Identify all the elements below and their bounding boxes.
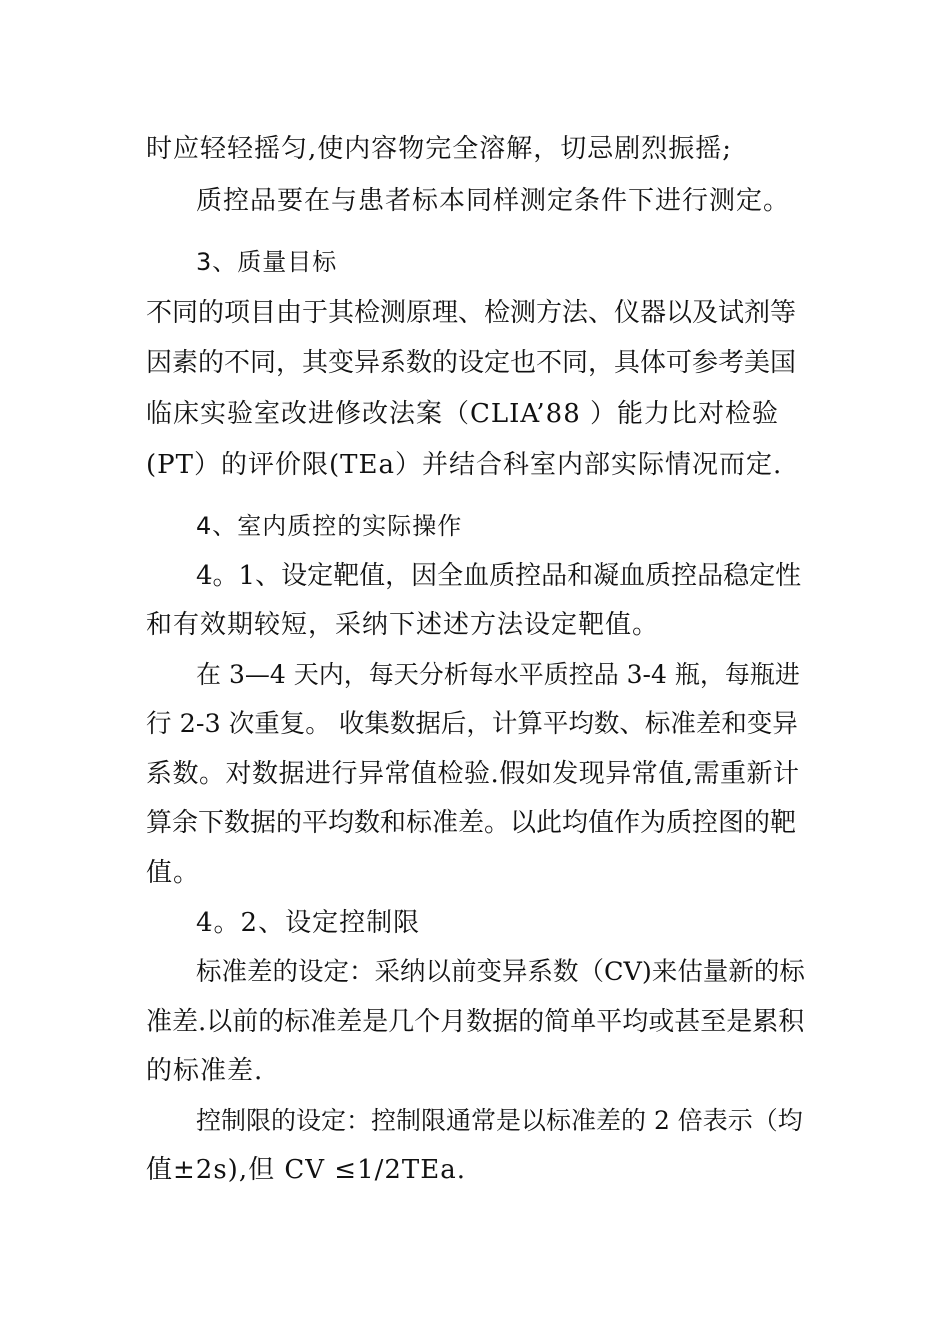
text-line: 不同的项目由于其检测原理、检测方法、仪器以及试剂等 [146, 298, 797, 328]
text-line: 4。1、设定靶值，因全血质控品和凝血质控品稳定性 [196, 561, 802, 591]
text-line: 时应轻轻摇匀,使内容物完全溶解，切忌剧烈振摇; [146, 134, 733, 164]
text-line: 临床实验室改进修改法案（CLIA’88 ）能力比对检验 [146, 399, 779, 429]
text-line: 值。 [146, 858, 201, 888]
text-line: 控制限的设定：控制限通常是以标准差的 2 倍表示（均 [196, 1106, 803, 1135]
text-line: 标准差的设定：采纳以前变异系数（CV)来估量新的标 [196, 957, 805, 987]
text-line: 4。2、设定控制限 [196, 908, 421, 938]
text-line: 行 2-3 次重复。 收集数据后，计算平均数、标准差和变异 [146, 709, 798, 739]
text-line: 值±2s),但 CV ≤1/2TEa. [146, 1155, 466, 1185]
section-heading: 4、室内质控的实际操作 [196, 512, 463, 540]
text-line: 准差.以前的标准差是几个月数据的简单平均或甚至是累积 [146, 1007, 805, 1037]
text-line: (PT）的评价限(TEa）并结合科室内部实际情况而定. [146, 450, 783, 480]
text-line: 系数。对数据进行异常值检验.假如发现异常值,需重新计 [146, 759, 800, 789]
text-line: 因素的不同，其变异系数的设定也不同，具体可参考美国 [146, 348, 797, 378]
text-line: 质控品要在与患者标本同样测定条件下进行测定。 [196, 186, 791, 216]
text-line: 的标准差. [146, 1056, 264, 1086]
section-heading: 3、质量目标 [196, 248, 338, 276]
text-line: 和有效期较短，采纳下述述方法设定靶值。 [146, 610, 660, 640]
text-line: 在 3—4 天内，每天分析每水平质控品 3-4 瓶，每瓶进 [196, 660, 800, 689]
text-line: 算余下数据的平均数和标准差。以此均值作为质控图的靶 [146, 808, 797, 838]
